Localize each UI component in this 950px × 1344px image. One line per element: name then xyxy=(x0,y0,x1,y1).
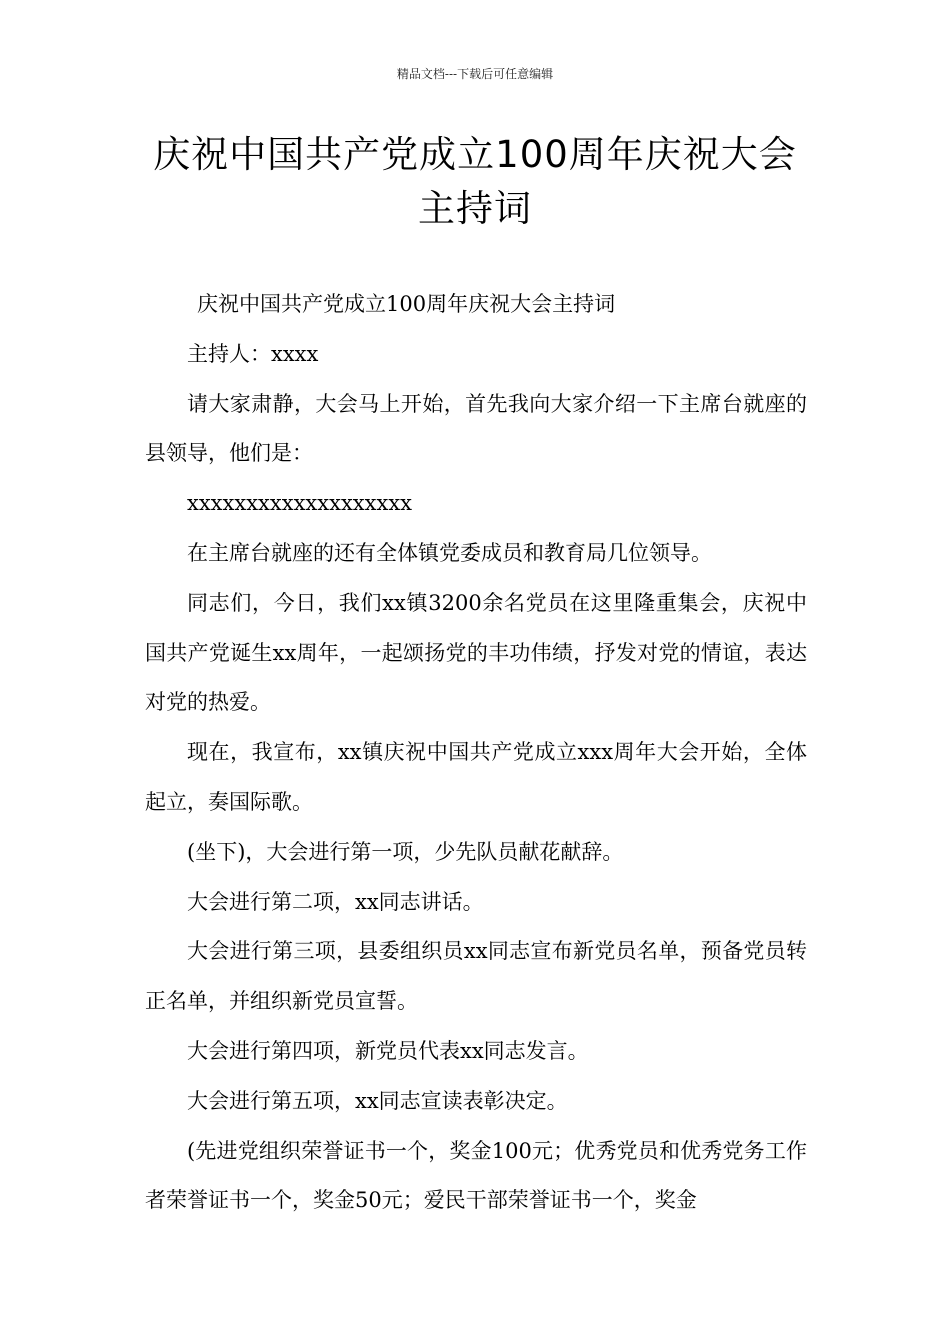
paragraph-subtitle: 庆祝中国共产党成立100周年庆祝大会主持词 xyxy=(197,292,616,316)
paragraph: (先进党组织荣誉证书一个，奖金100元；优秀党员和优秀党务工作者荣誉证书一个，奖金50元；爱民干部荣誉证书一个，奖金 xyxy=(145,1138,807,1213)
paragraph: (坐下)，大会进行第一项，少先队员献花献辞。 xyxy=(187,839,624,864)
paragraph: xxxxxxxxxxxxxxxxxxx xyxy=(187,491,413,516)
paragraph: 在主席台就座的还有全体镇党委成员和教育局几位领导。 xyxy=(187,540,712,565)
paragraph: 现在，我宣布，xx镇庆祝中国共产党成立xxx周年大会开始，全体起立，奏国际歌。 xyxy=(145,740,807,814)
document-title xyxy=(120,128,830,236)
paragraph-host: 主持人：xxxx xyxy=(187,341,319,366)
paragraph: 请大家肃静，大会马上开始，首先我向大家介绍一下主席台就座的县领导，他们是： xyxy=(145,391,807,466)
title-line-1: 庆祝中国共产党成立100周年庆祝大会 xyxy=(153,133,797,176)
paragraph: 同志们，今日，我们xx镇3200余名党员在这里隆重集会，庆祝中国共产党诞生xx周年，一起颂扬党的丰功伟绩，抒发对党的情谊，表达对党的热爱。 xyxy=(145,590,807,715)
paragraph: 大会进行第三项，县委组织员xx同志宣布新党员名单，预备党员转正名单，并组织新党员宣誓。 xyxy=(145,939,807,1014)
title-line-2: 主持词 xyxy=(418,187,532,230)
paragraph: 大会进行第四项，新党员代表xx同志发言。 xyxy=(187,1038,589,1063)
header-note: 精品文档---下载后可任意编辑 xyxy=(396,67,554,81)
document-body xyxy=(145,280,807,1226)
paragraph: 大会进行第二项，xx同志讲话。 xyxy=(187,889,484,914)
paragraph: 大会进行第五项，xx同志宣读表彰决定。 xyxy=(187,1088,568,1113)
